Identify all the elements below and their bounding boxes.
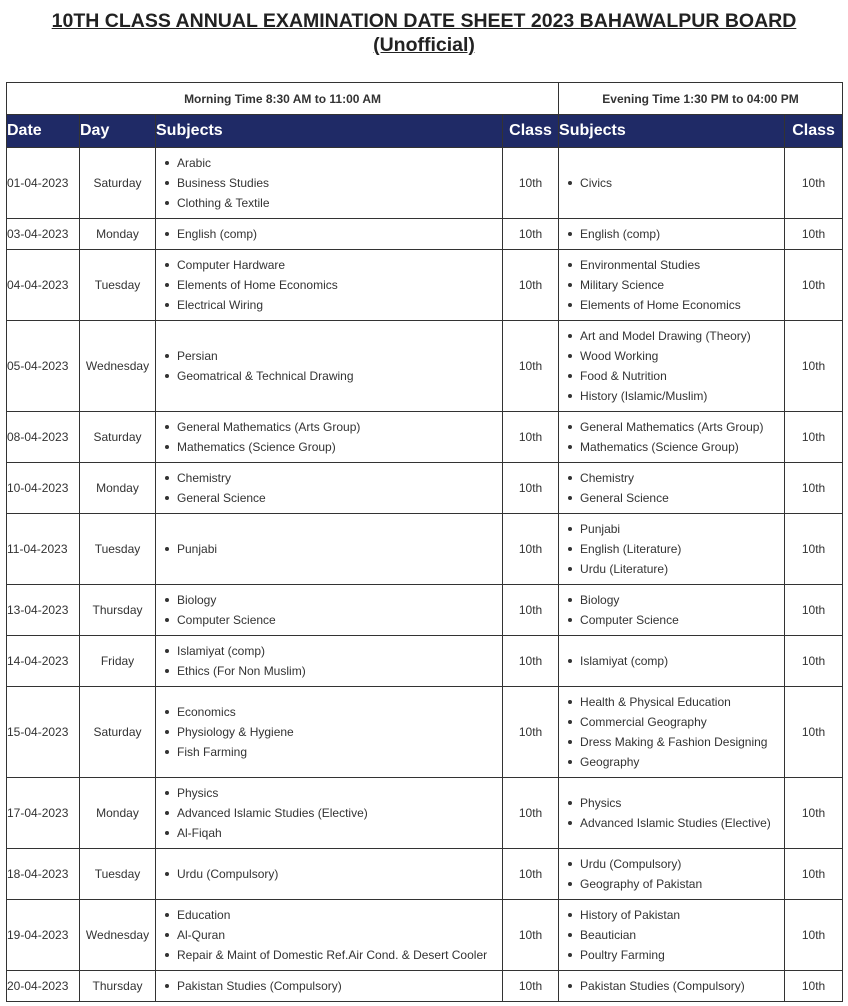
subject-item: Mathematics (Science Group): [559, 437, 784, 457]
subject-list: [156, 590, 502, 630]
evening-class-cell: 10th: [785, 412, 843, 463]
day-cell: Friday: [80, 636, 156, 687]
subject-item: Pakistan Studies (Compulsory): [156, 976, 502, 996]
table-row: [7, 463, 843, 514]
table-row: [7, 849, 843, 900]
morning-subjects-cell: [156, 412, 503, 463]
subject-item: Art and Model Drawing (Theory): [559, 326, 784, 346]
subject-item: Civics: [559, 173, 784, 193]
morning-class-cell: 10th: [503, 687, 559, 778]
subject-list: [559, 692, 784, 772]
subject-list: [559, 468, 784, 508]
evening-class-cell: 10th: [785, 636, 843, 687]
day-cell: Thursday: [80, 585, 156, 636]
subject-item: Dress Making & Fashion Designing: [559, 732, 784, 752]
morning-class-cell: 10th: [503, 219, 559, 250]
table-row: [7, 636, 843, 687]
table-row: [7, 321, 843, 412]
subject-item: Computer Hardware: [156, 255, 502, 275]
subject-list: [559, 976, 784, 996]
evening-subjects-cell: [559, 900, 785, 971]
subject-list: [156, 976, 502, 996]
morning-subjects-cell: [156, 636, 503, 687]
subject-item: Physics: [559, 793, 784, 813]
subject-item: Education: [156, 905, 502, 925]
evening-subjects-cell: [559, 687, 785, 778]
morning-class-cell: 10th: [503, 321, 559, 412]
subject-item: Health & Physical Education: [559, 692, 784, 712]
evening-subjects-cell: [559, 412, 785, 463]
subject-list: [156, 539, 502, 559]
subject-item: Physics: [156, 783, 502, 803]
morning-class-cell: 10th: [503, 585, 559, 636]
subject-item: Arabic: [156, 153, 502, 173]
day-cell: Monday: [80, 463, 156, 514]
subject-list: [559, 173, 784, 193]
morning-subjects-cell: [156, 849, 503, 900]
subject-item: Computer Science: [559, 610, 784, 630]
morning-subjects-cell: [156, 585, 503, 636]
evening-class-cell: 10th: [785, 849, 843, 900]
evening-class-cell: 10th: [785, 250, 843, 321]
date-cell: 08-04-2023: [7, 412, 80, 463]
column-header-row: [7, 115, 843, 148]
title-line-1: 10TH CLASS ANNUAL EXAMINATION DATE SHEET 2023 BAHAWALPUR BOARD: [51, 10, 797, 32]
evening-class-cell: 10th: [785, 219, 843, 250]
table-row: [7, 412, 843, 463]
subject-list: [156, 702, 502, 762]
subject-list: [559, 255, 784, 315]
evening-subjects-cell: [559, 849, 785, 900]
subject-item: Biology: [156, 590, 502, 610]
subject-list: [156, 224, 502, 244]
subject-item: Biology: [559, 590, 784, 610]
date-cell: 03-04-2023: [7, 219, 80, 250]
header-date: Date: [7, 115, 80, 148]
morning-subjects-cell: [156, 687, 503, 778]
date-cell: 14-04-2023: [7, 636, 80, 687]
header-evening-subjects: Subjects: [559, 115, 785, 148]
subject-list: [156, 346, 502, 386]
date-cell: 11-04-2023: [7, 514, 80, 585]
subject-item: General Mathematics (Arts Group): [156, 417, 502, 437]
subject-item: Fish Farming: [156, 742, 502, 762]
subject-item: Chemistry: [156, 468, 502, 488]
table-row: [7, 514, 843, 585]
date-cell: 15-04-2023: [7, 687, 80, 778]
morning-class-cell: 10th: [503, 849, 559, 900]
subject-item: Urdu (Compulsory): [156, 864, 502, 884]
morning-class-cell: 10th: [503, 463, 559, 514]
table-row: [7, 585, 843, 636]
date-cell: 18-04-2023: [7, 849, 80, 900]
date-cell: 05-04-2023: [7, 321, 80, 412]
subject-item: Mathematics (Science Group): [156, 437, 502, 457]
subject-list: [156, 864, 502, 884]
evening-session-label: Evening Time 1:30 PM to 04:00 PM: [559, 83, 843, 115]
evening-class-cell: 10th: [785, 321, 843, 412]
table-row: [7, 900, 843, 971]
date-cell: 10-04-2023: [7, 463, 80, 514]
header-evening-class: Class: [785, 115, 843, 148]
evening-subjects-cell: [559, 219, 785, 250]
subject-item: Physiology & Hygiene: [156, 722, 502, 742]
subject-item: Military Science: [559, 275, 784, 295]
subject-list: [156, 905, 502, 965]
subject-item: Ethics (For Non Muslim): [156, 661, 502, 681]
evening-class-cell: 10th: [785, 585, 843, 636]
subject-item: Business Studies: [156, 173, 502, 193]
date-cell: 13-04-2023: [7, 585, 80, 636]
evening-subjects-cell: [559, 778, 785, 849]
evening-subjects-cell: [559, 148, 785, 219]
morning-subjects-cell: [156, 778, 503, 849]
subject-item: Advanced Islamic Studies (Elective): [559, 813, 784, 833]
day-cell: Saturday: [80, 412, 156, 463]
morning-class-cell: 10th: [503, 900, 559, 971]
subject-item: Geography of Pakistan: [559, 874, 784, 894]
subject-list: [559, 590, 784, 630]
page-title: [0, 9, 848, 57]
subject-list: [156, 468, 502, 508]
day-cell: Saturday: [80, 148, 156, 219]
subject-item: Economics: [156, 702, 502, 722]
subject-item: General Science: [156, 488, 502, 508]
subject-item: English (Literature): [559, 539, 784, 559]
day-cell: Saturday: [80, 687, 156, 778]
subject-item: Geomatrical & Technical Drawing: [156, 366, 502, 386]
subject-item: Beautician: [559, 925, 784, 945]
evening-class-cell: 10th: [785, 900, 843, 971]
morning-subjects-cell: [156, 900, 503, 971]
subject-item: Elements of Home Economics: [559, 295, 784, 315]
evening-class-cell: 10th: [785, 687, 843, 778]
date-sheet-body: [7, 148, 843, 1002]
subject-list: [559, 417, 784, 457]
day-cell: Monday: [80, 778, 156, 849]
subject-item: Wood Working: [559, 346, 784, 366]
day-cell: Thursday: [80, 971, 156, 1002]
table-row: [7, 219, 843, 250]
subject-item: General Science: [559, 488, 784, 508]
subject-list: [559, 793, 784, 833]
morning-subjects-cell: [156, 463, 503, 514]
morning-subjects-cell: [156, 971, 503, 1002]
subject-list: [559, 519, 784, 579]
table-row: [7, 971, 843, 1002]
day-cell: Tuesday: [80, 514, 156, 585]
subject-item: Al-Quran: [156, 925, 502, 945]
date-cell: 01-04-2023: [7, 148, 80, 219]
subject-item: Commercial Geography: [559, 712, 784, 732]
subject-item: English (comp): [156, 224, 502, 244]
morning-class-cell: 10th: [503, 148, 559, 219]
subject-item: Poultry Farming: [559, 945, 784, 965]
subject-item: History of Pakistan: [559, 905, 784, 925]
subject-list: [156, 417, 502, 457]
morning-subjects-cell: [156, 148, 503, 219]
subject-item: Pakistan Studies (Compulsory): [559, 976, 784, 996]
day-cell: Tuesday: [80, 250, 156, 321]
subject-item: Chemistry: [559, 468, 784, 488]
date-sheet-table: [6, 82, 843, 1002]
evening-subjects-cell: [559, 585, 785, 636]
morning-class-cell: 10th: [503, 514, 559, 585]
morning-session-label: Morning Time 8:30 AM to 11:00 AM: [7, 83, 559, 115]
evening-subjects-cell: [559, 321, 785, 412]
subject-list: [559, 905, 784, 965]
subject-item: Computer Science: [156, 610, 502, 630]
morning-class-cell: 10th: [503, 250, 559, 321]
date-cell: 17-04-2023: [7, 778, 80, 849]
morning-class-cell: 10th: [503, 778, 559, 849]
header-morning-class: Class: [503, 115, 559, 148]
subject-item: Advanced Islamic Studies (Elective): [156, 803, 502, 823]
morning-subjects-cell: [156, 250, 503, 321]
header-morning-subjects: Subjects: [156, 115, 503, 148]
evening-class-cell: 10th: [785, 778, 843, 849]
evening-subjects-cell: [559, 636, 785, 687]
date-cell: 04-04-2023: [7, 250, 80, 321]
subject-item: Urdu (Compulsory): [559, 854, 784, 874]
subject-list: [559, 854, 784, 894]
subject-item: Islamiyat (comp): [559, 651, 784, 671]
subject-item: Environmental Studies: [559, 255, 784, 275]
evening-class-cell: 10th: [785, 148, 843, 219]
subject-item: Food & Nutrition: [559, 366, 784, 386]
subject-list: [559, 651, 784, 671]
subject-item: Islamiyat (comp): [156, 641, 502, 661]
subject-item: Persian: [156, 346, 502, 366]
morning-subjects-cell: [156, 514, 503, 585]
subject-item: Elements of Home Economics: [156, 275, 502, 295]
session-header-row: [7, 83, 843, 115]
subject-list: [156, 641, 502, 681]
date-cell: 20-04-2023: [7, 971, 80, 1002]
subject-list: [156, 153, 502, 213]
morning-class-cell: 10th: [503, 971, 559, 1002]
morning-subjects-cell: [156, 219, 503, 250]
morning-class-cell: 10th: [503, 636, 559, 687]
subject-item: Punjabi: [156, 539, 502, 559]
day-cell: Wednesday: [80, 900, 156, 971]
day-cell: Monday: [80, 219, 156, 250]
subject-item: Electrical Wiring: [156, 295, 502, 315]
table-row: [7, 148, 843, 219]
subject-list: [559, 224, 784, 244]
morning-subjects-cell: [156, 321, 503, 412]
evening-class-cell: 10th: [785, 463, 843, 514]
morning-class-cell: 10th: [503, 412, 559, 463]
evening-subjects-cell: [559, 463, 785, 514]
day-cell: Wednesday: [80, 321, 156, 412]
subject-item: History (Islamic/Muslim): [559, 386, 784, 406]
evening-subjects-cell: [559, 514, 785, 585]
subject-item: Al-Fiqah: [156, 823, 502, 843]
evening-class-cell: 10th: [785, 971, 843, 1002]
subject-item: Geography: [559, 752, 784, 772]
subject-list: [156, 783, 502, 843]
subject-item: General Mathematics (Arts Group): [559, 417, 784, 437]
table-row: [7, 687, 843, 778]
subject-item: Clothing & Textile: [156, 193, 502, 213]
subject-item: English (comp): [559, 224, 784, 244]
header-day: Day: [80, 115, 156, 148]
evening-class-cell: 10th: [785, 514, 843, 585]
subject-list: [559, 326, 784, 406]
day-cell: Tuesday: [80, 849, 156, 900]
table-row: [7, 778, 843, 849]
subject-item: Punjabi: [559, 519, 784, 539]
evening-subjects-cell: [559, 971, 785, 1002]
subject-item: Repair & Maint of Domestic Ref.Air Cond. & Desert Cooler: [156, 945, 502, 965]
subject-list: [156, 255, 502, 315]
subject-item: Urdu (Literature): [559, 559, 784, 579]
title-line-2: (Unofficial): [373, 34, 475, 56]
table-row: [7, 250, 843, 321]
evening-subjects-cell: [559, 250, 785, 321]
date-cell: 19-04-2023: [7, 900, 80, 971]
